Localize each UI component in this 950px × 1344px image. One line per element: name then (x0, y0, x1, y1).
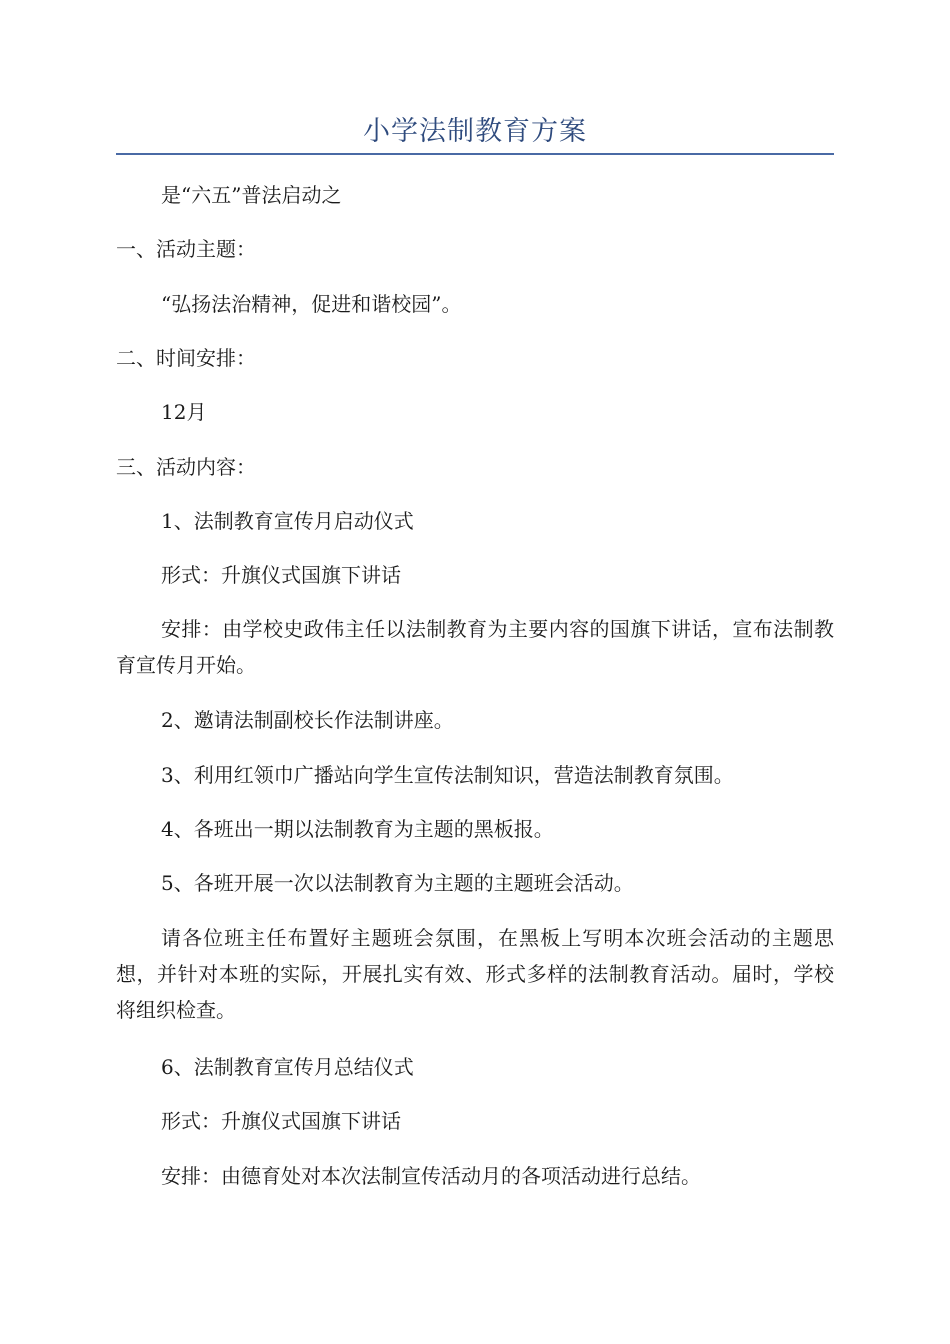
section-heading-theme: 一、活动主题： (116, 237, 256, 261)
item-1-form: 形式：升旗仪式国旗下讲话 (161, 563, 401, 587)
theme-slogan: “弘扬法治精神，促进和谐校园”。 (161, 292, 462, 316)
title-underline (116, 153, 834, 155)
schedule-month: 12月 (161, 400, 207, 424)
section-heading-schedule: 二、时间安排： (116, 346, 256, 370)
item-5: 5、各班开展一次以法制教育为主题的主题班会活动。 (161, 871, 634, 895)
item-5-detail: 请各位班主任布置好主题班会氛围，在黑板上写明本次班会活动的主题思想，并针对本班的实际，开展扎实有效、形式多样的法制教育活动。届时，学校将组织检查。 (116, 926, 834, 1022)
item-6-form: 形式：升旗仪式国旗下讲话 (161, 1109, 401, 1133)
item-1-heading: 1、法制教育宣传月启动仪式 (161, 509, 414, 533)
item-6-heading: 6、法制教育宣传月总结仪式 (161, 1055, 414, 1079)
item-3: 3、利用红领巾广播站向学生宣传法制知识，营造法制教育氛围。 (161, 763, 734, 787)
item-1-arrangement: 安排：由学校史政伟主任以法制教育为主要内容的国旗下讲话，宣布法制教育宣传月开始。 (116, 617, 834, 677)
section-heading-content: 三、活动内容： (116, 455, 256, 479)
intro-paragraph: 是“六五”普法启动之 (161, 183, 342, 207)
item-2: 2、邀请法制副校长作法制讲座。 (161, 708, 454, 732)
document-title: 小学法制教育方案 (363, 116, 587, 147)
item-4: 4、各班出一期以法制教育为主题的黑板报。 (161, 817, 554, 841)
item-6-arrangement: 安排：由德育处对本次法制宣传活动月的各项活动进行总结。 (161, 1164, 701, 1188)
